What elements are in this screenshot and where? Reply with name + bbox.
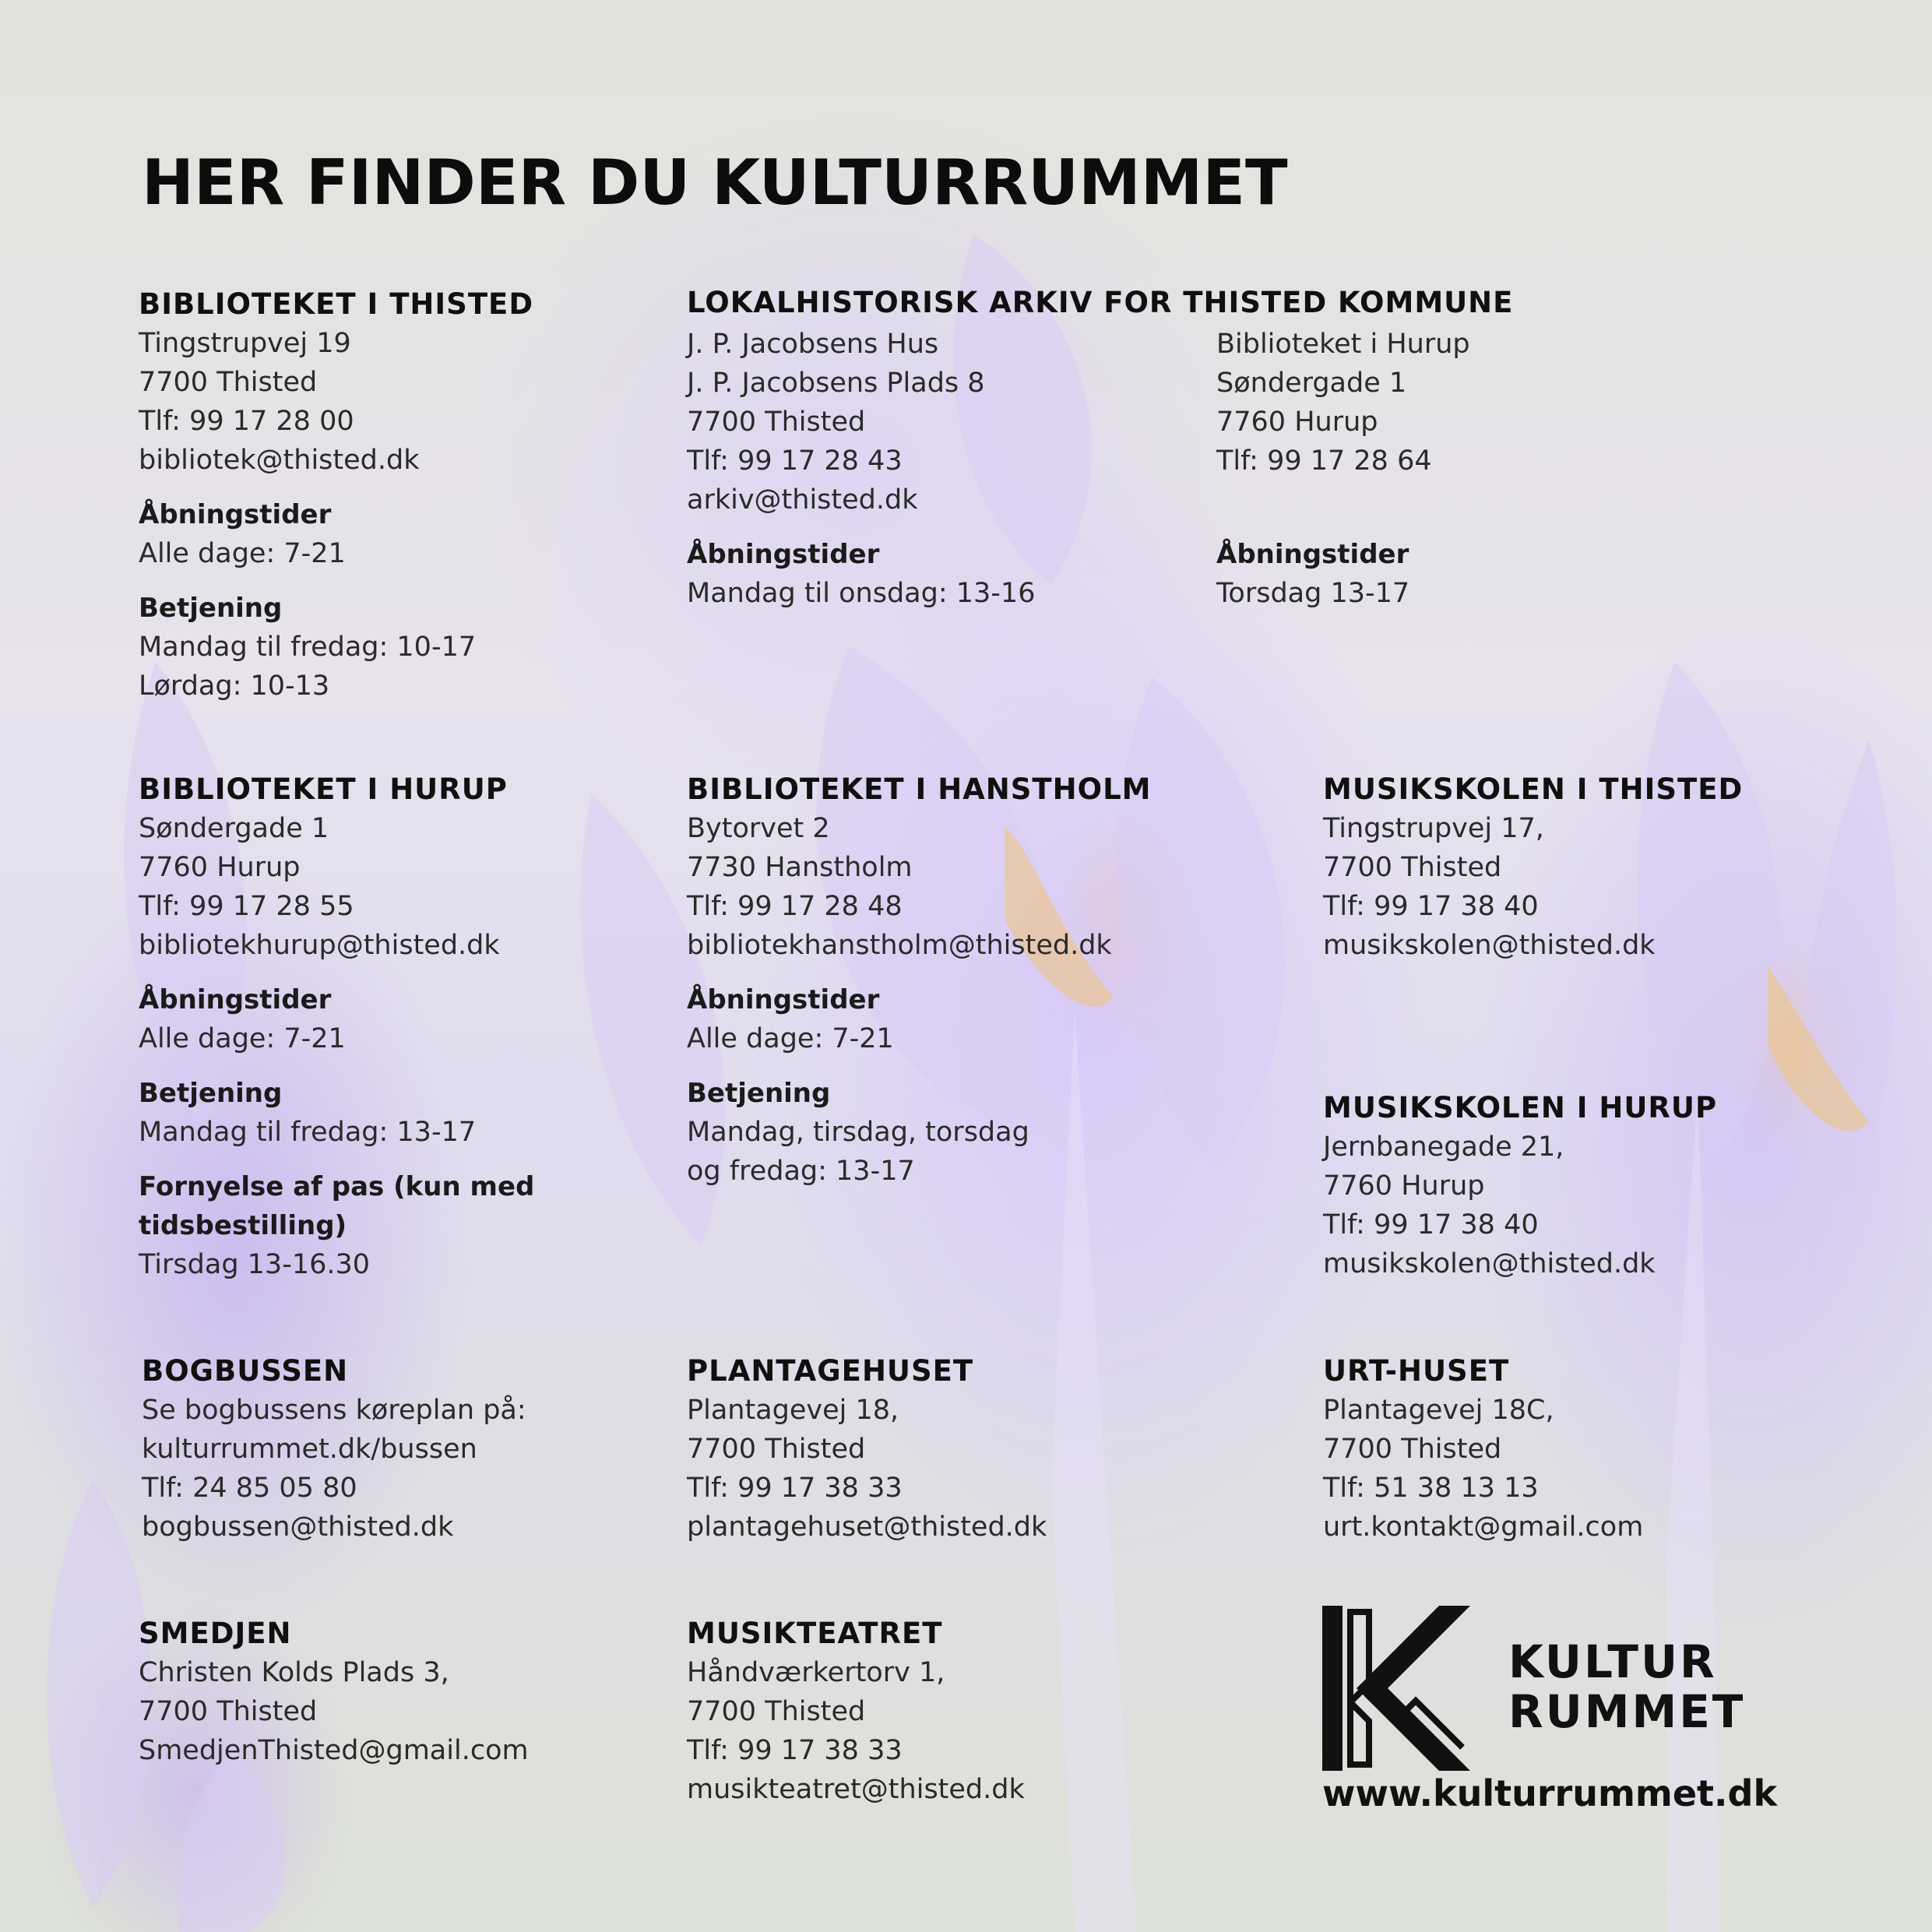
- phone-line: Tlf: 99 17 38 40: [1323, 891, 1539, 922]
- phone-line: Tlf: 99 17 28 43: [687, 445, 903, 477]
- hours-value: Alle dage: 7-21: [139, 538, 346, 569]
- address-line: Jernbanegade 21,: [1323, 1131, 1564, 1163]
- phone-line: Tlf: 99 17 28 64: [1216, 445, 1432, 477]
- phone-line: Tlf: 99 17 38 33: [687, 1735, 903, 1766]
- kulturrummet-logo-icon: [1322, 1606, 1475, 1771]
- section-heading: SMEDJEN: [139, 1617, 292, 1650]
- phone-line: Tlf: 51 38 13 13: [1323, 1473, 1539, 1504]
- schedule-link[interactable]: kulturrummet.dk/bussen: [142, 1434, 477, 1465]
- phone-line: Tlf: 99 17 28 55: [139, 891, 354, 922]
- hours-label: Åbningstider: [139, 499, 332, 530]
- postal-line: 7700 Thisted: [139, 367, 318, 398]
- postal-line: 7730 Hanstholm: [687, 852, 913, 883]
- address-line: J. P. Jacobsens Plads 8: [687, 368, 985, 399]
- hours-label: Åbningstider: [687, 984, 880, 1015]
- logo-text-line1: KULTUR: [1508, 1635, 1717, 1688]
- address-line: Plantagevej 18,: [687, 1395, 899, 1426]
- hours-label: Åbningstider: [687, 539, 880, 570]
- section-heading: BOGBUSSEN: [142, 1354, 349, 1388]
- hours-label: Åbningstider: [139, 984, 332, 1015]
- email-link[interactable]: musikteatret@thisted.dk: [687, 1774, 1025, 1805]
- service-value: Mandag til fredag: 13-17: [139, 1117, 477, 1148]
- section-heading: URT-HUSET: [1323, 1354, 1510, 1388]
- email-link[interactable]: bibliotek@thisted.dk: [139, 445, 420, 476]
- section-biblioteket-hurup: [139, 770, 684, 1284]
- section-heading: LOKALHISTORISK ARKIV FOR THISTED KOMMUNE: [687, 286, 1514, 319]
- postal-line: 7700 Thisted: [1323, 852, 1502, 883]
- address-line: J. P. Jacobsens Hus: [687, 329, 939, 360]
- postal-line: 7760 Hurup: [1323, 1170, 1485, 1202]
- section-bogbussen: [142, 1352, 687, 1547]
- postal-line: 7700 Thisted: [139, 1696, 318, 1727]
- email-link[interactable]: bibliotekhurup@thisted.dk: [139, 930, 500, 961]
- address-line: Tingstrupvej 19: [139, 328, 351, 359]
- lokalarkiv-hurup-column: [1216, 325, 1684, 613]
- section-biblioteket-thisted: [139, 285, 684, 706]
- section-biblioteket-hanstholm: [687, 770, 1232, 1191]
- address-line: Christen Kolds Plads 3,: [139, 1657, 449, 1688]
- section-musikskolen-thisted: [1323, 770, 1868, 965]
- hours-label: Åbningstider: [1216, 539, 1409, 570]
- passport-label: Fornyelse af pas (kun med: [139, 1171, 535, 1202]
- logo-text-line2: RUMMET: [1508, 1685, 1746, 1738]
- email-link[interactable]: SmedjenThisted@gmail.com: [139, 1735, 529, 1766]
- service-label: Betjening: [139, 1078, 283, 1109]
- email-link[interactable]: arkiv@thisted.dk: [687, 484, 918, 516]
- hours-value: Mandag til onsdag: 13-16: [687, 578, 1036, 609]
- service-value: Mandag til fredag: 10-17: [139, 632, 477, 663]
- section-musikteatret: [687, 1614, 1232, 1809]
- phone-line: Tlf: 99 17 28 48: [687, 891, 903, 922]
- passport-label: tidsbestilling): [139, 1210, 347, 1241]
- address-line: Søndergade 1: [139, 813, 329, 844]
- address-line: Plantagevej 18C,: [1323, 1395, 1554, 1426]
- section-heading: MUSIKSKOLEN I THISTED: [1323, 772, 1744, 806]
- postal-line: 7760 Hurup: [139, 852, 301, 883]
- hours-value: Torsdag 13-17: [1216, 578, 1410, 609]
- postal-line: 7700 Thisted: [687, 1434, 866, 1465]
- hours-value: Alle dage: 7-21: [139, 1023, 346, 1054]
- address-line: Søndergade 1: [1216, 368, 1407, 399]
- service-label: Betjening: [687, 1078, 831, 1109]
- website-link[interactable]: www.kulturrummet.dk: [1322, 1772, 1778, 1814]
- section-heading: BIBLIOTEKET I HURUP: [139, 772, 508, 806]
- email-link[interactable]: musikskolen@thisted.dk: [1323, 930, 1656, 961]
- section-musikskolen-hurup: [1323, 1089, 1868, 1283]
- address-line: Biblioteket i Hurup: [1216, 329, 1470, 360]
- section-lokalhistorisk-arkiv: [687, 283, 1543, 322]
- address-line: Bytorvet 2: [687, 813, 830, 844]
- service-value: Lørdag: 10-13: [139, 670, 330, 702]
- hours-value: Alle dage: 7-21: [687, 1023, 894, 1054]
- postal-line: 7700 Thisted: [687, 1696, 866, 1727]
- postal-line: 7760 Hurup: [1216, 406, 1378, 438]
- section-heading: BIBLIOTEKET I THISTED: [139, 287, 534, 321]
- email-link[interactable]: bogbussen@thisted.dk: [142, 1511, 454, 1543]
- address-line: Tingstrupvej 17,: [1323, 813, 1544, 844]
- postal-line: 7700 Thisted: [687, 406, 866, 438]
- section-smedjen: [139, 1614, 684, 1770]
- email-link[interactable]: musikskolen@thisted.dk: [1323, 1248, 1656, 1279]
- schedule-line: Se bogbussens køreplan på:: [142, 1395, 526, 1426]
- service-value: Mandag, tirsdag, torsdag: [687, 1117, 1029, 1148]
- phone-line: Tlf: 99 17 28 00: [139, 406, 354, 437]
- page-title: HER FINDER DU KULTURRUMMET: [142, 146, 1288, 219]
- service-value: og fredag: 13-17: [687, 1156, 915, 1187]
- email-link[interactable]: plantagehuset@thisted.dk: [687, 1511, 1047, 1543]
- email-link[interactable]: urt.kontakt@gmail.com: [1323, 1511, 1644, 1543]
- postal-line: 7700 Thisted: [1323, 1434, 1502, 1465]
- section-plantagehuset: [687, 1352, 1232, 1547]
- section-heading: MUSIKSKOLEN I HURUP: [1323, 1091, 1718, 1124]
- section-heading: PLANTAGEHUSET: [687, 1354, 974, 1388]
- lokalarkiv-thisted-column: [687, 325, 1232, 613]
- phone-line: Tlf: 24 85 05 80: [142, 1473, 357, 1504]
- phone-line: Tlf: 99 17 38 33: [687, 1473, 903, 1504]
- section-heading: BIBLIOTEKET I HANSTHOLM: [687, 772, 1152, 806]
- section-urt-huset: [1323, 1352, 1868, 1547]
- phone-line: Tlf: 99 17 38 40: [1323, 1209, 1539, 1240]
- email-link[interactable]: bibliotekhanstholm@thisted.dk: [687, 930, 1112, 961]
- passport-value: Tirsdag 13-16.30: [139, 1249, 371, 1280]
- address-line: Håndværkertorv 1,: [687, 1657, 945, 1688]
- section-heading: MUSIKTEATRET: [687, 1617, 943, 1650]
- service-label: Betjening: [139, 593, 283, 624]
